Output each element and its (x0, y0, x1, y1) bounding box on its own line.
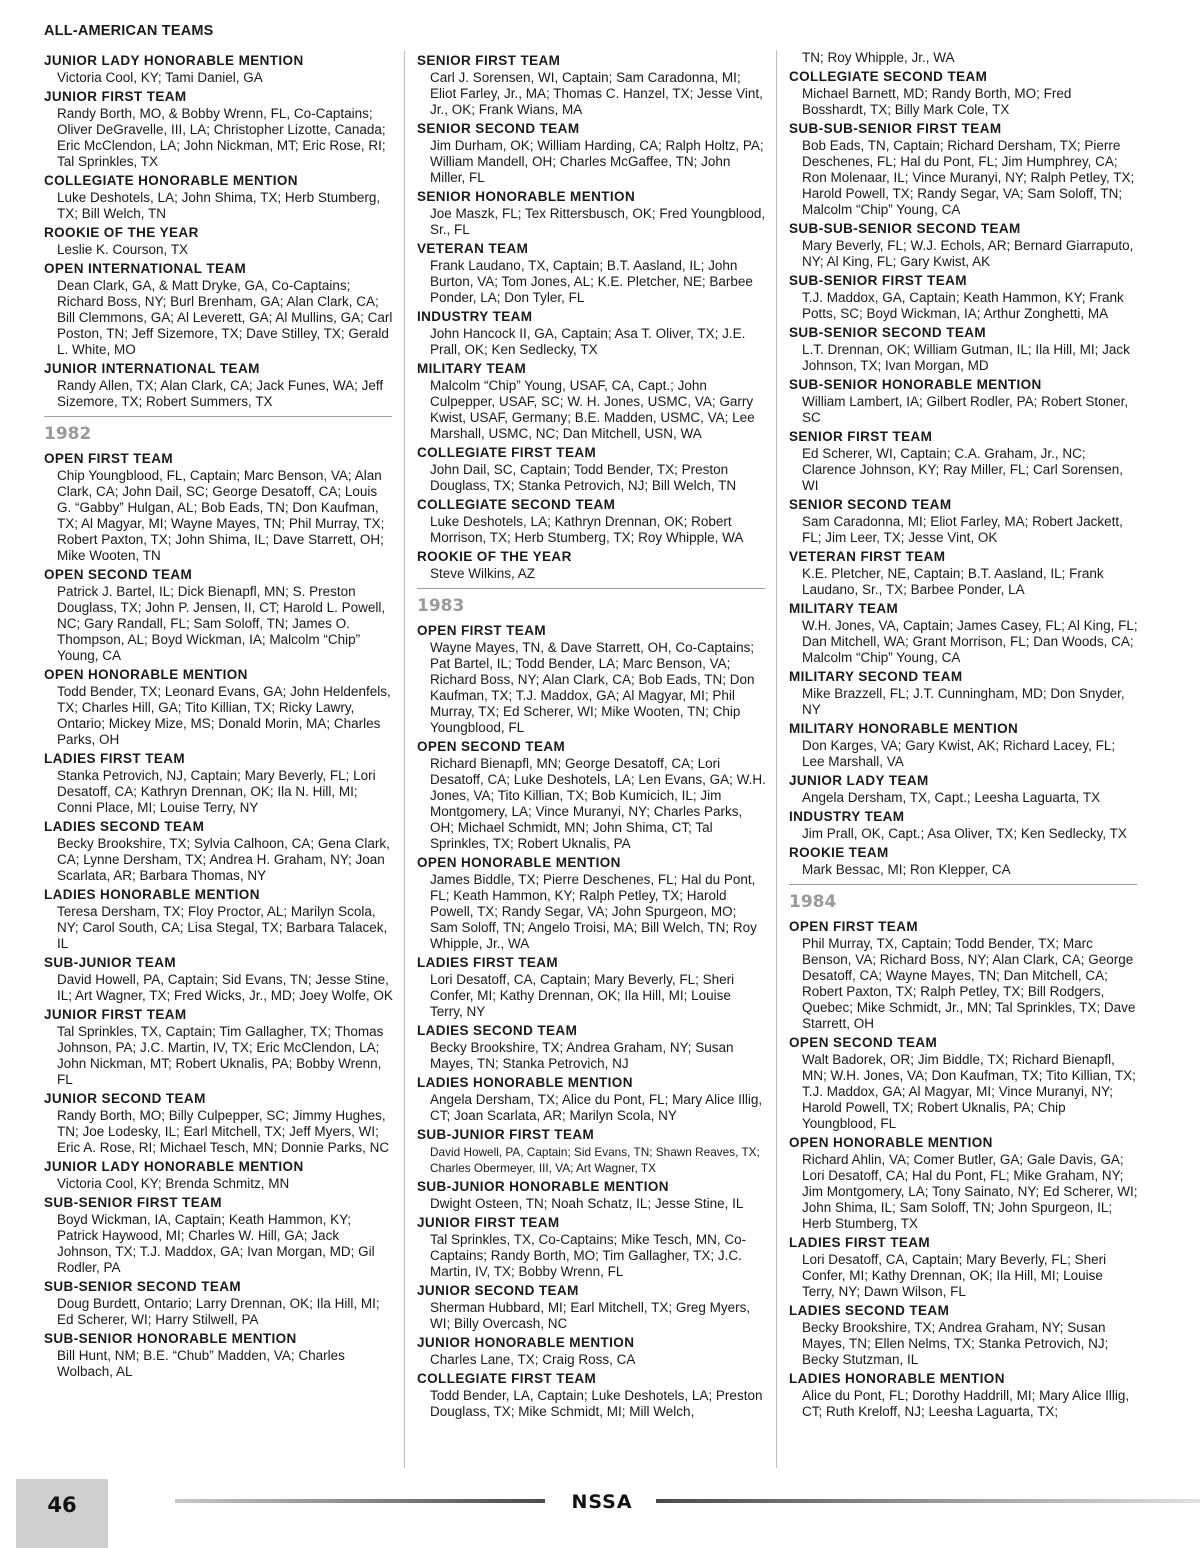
team-section (789, 809, 1139, 842)
section-title: JUNIOR LADY HONORABLE MENTION (44, 1159, 304, 1174)
team-section (789, 919, 1139, 1032)
section-title: OPEN HONORABLE MENTION (789, 1135, 993, 1150)
team-section (44, 887, 394, 952)
section-title: SENIOR SECOND TEAM (789, 497, 952, 512)
team-section (44, 567, 394, 664)
section-title: OPEN INTERNATIONAL TEAM (44, 261, 247, 276)
section-title: COLLEGIATE FIRST TEAM (417, 1371, 597, 1386)
section-members: Becky Brookshire, TX; Andrea Graham, NY; Susan Mayes, TN; Ellen Nelms, TX; Stanka Petrovich, NJ; Becky Stutzman, IL (802, 1320, 1109, 1367)
section-title: SUB-SENIOR SECOND TEAM (789, 325, 987, 340)
section-members: T.J. Maddox, GA, Captain; Keath Hammon, KY; Frank Potts, SC; Boyd Wickman, IA; Arthur Zonghetti, MA (802, 290, 1124, 321)
section-members: Michael Barnett, MD; Randy Borth, MO; Fred Bosshardt, TX; Billy Mark Cole, TX (802, 86, 1072, 117)
team-section (789, 429, 1139, 494)
section-members: Mike Brazzell, FL; J.T. Cunningham, MD; Don Snyder, NY (802, 686, 1125, 717)
section-members: Alice du Pont, FL; Dorothy Haddrill, MI; Mary Alice Illig, CT; Ruth Kreloff, NJ; Leesha Laguarta, TX; (802, 1388, 1130, 1419)
team-section (44, 1279, 394, 1328)
section-title: OPEN FIRST TEAM (417, 623, 547, 638)
team-section (789, 221, 1139, 270)
section-members: L.T. Drennan, OK; William Gutman, IL; Ila Hill, MI; Jack Johnson, TX; Ivan Morgan, MD (802, 342, 1130, 373)
section-members: David Howell, PA, Captain; Sid Evans, TN; Shawn Reaves, TX; Charles Obermeyer, III, VA; Art Wagner, TX (430, 1145, 760, 1175)
section-title: COLLEGIATE SECOND TEAM (417, 497, 616, 512)
section-title: JUNIOR FIRST TEAM (44, 1007, 187, 1022)
team-section (417, 1075, 767, 1124)
section-members: Doug Burdett, Ontario; Larry Drennan, OK; Ila Hill, MI; Ed Scherer, WI; Harry Stilwell, PA (57, 1296, 380, 1327)
team-section (789, 69, 1139, 118)
section-members: Luke Deshotels, LA; Kathryn Drennan, OK; Robert Morrison, TX; Herb Stumberg, TX; Roy Whipple, WA (430, 514, 744, 545)
team-section (44, 261, 394, 358)
section-title: SUB-SENIOR HONORABLE MENTION (44, 1331, 297, 1346)
section-title: SUB-JUNIOR FIRST TEAM (417, 1127, 595, 1142)
section-members: Lori Desatoff, CA, Captain; Mary Beverly, FL; Sheri Confer, MI; Kathy Drennan, OK; Ila Hill, MI; Louise Terry, NY (430, 972, 735, 1019)
team-section (789, 1235, 1139, 1300)
section-title: SUB-SUB-SENIOR FIRST TEAM (789, 121, 1002, 136)
section-members: Dean Clark, GA, & Matt Dryke, GA, Co-Captains; Richard Boss, NY; Burl Brenham, GA; Alan Clark, CA; Bill Clemmons, GA; Al Leverett, GA; Al Mullins, GA; Carl Poston, TN; Jeff Sizemore, TX; Dave Stilley, TX; Gerald L. White, MO (57, 278, 393, 357)
column-1 (44, 50, 394, 1382)
section-title: ROOKIE OF THE YEAR (417, 549, 572, 564)
year-rule (44, 416, 392, 417)
section-members: TN; Roy Whipple, Jr., WA (802, 50, 955, 65)
column-2 (417, 50, 767, 1422)
section-title: SUB-SENIOR FIRST TEAM (44, 1195, 222, 1210)
section-members: Randy Allen, TX; Alan Clark, CA; Jack Funes, WA; Jeff Sizemore, TX; Robert Summers, TX (57, 378, 384, 409)
team-section (44, 225, 394, 258)
section-title: LADIES SECOND TEAM (789, 1303, 950, 1318)
section-title: JUNIOR SECOND TEAM (417, 1283, 579, 1298)
section-title: COLLEGIATE HONORABLE MENTION (44, 173, 298, 188)
section-title: OPEN FIRST TEAM (789, 919, 919, 934)
section-title: ROOKIE OF THE YEAR (44, 225, 199, 240)
team-section (44, 1195, 394, 1276)
page-number: 46 (47, 1493, 77, 1517)
section-members: Boyd Wickman, IA, Captain; Keath Hammon, KY; Patrick Haywood, MI; Charles W. Hill, GA; Jack Johnson, TX; T.J. Maddox, GA; Ivan Morgan, MD; Gil Rodler, PA (57, 1212, 375, 1275)
footer-rule-left (175, 1499, 545, 1503)
team-section (417, 549, 767, 582)
section-title: OPEN SECOND TEAM (44, 567, 193, 582)
section-title: JUNIOR HONORABLE MENTION (417, 1335, 635, 1350)
section-members: Patrick J. Bartel, IL; Dick Bienapfl, MN; S. Preston Douglass, TX; John P. Jensen, II, CT; Harold L. Powell, NC; Gary Randall, FL; Sam Soloff, TN; James O. Thompson, AL; Boyd Wickman, IA; Malcolm “Chip” Young, CA (57, 584, 386, 663)
section-title: ROOKIE TEAM (789, 845, 889, 860)
team-section (417, 623, 767, 736)
section-title: OPEN FIRST TEAM (44, 451, 174, 466)
section-members: Stanka Petrovich, NJ, Captain; Mary Beverly, FL; Lori Desatoff, CA; Kathryn Drennan, OK; Ila N. Hill, MI; Conni Place, MI; Louise Terry, NY (57, 768, 376, 815)
section-title: SENIOR FIRST TEAM (417, 53, 561, 68)
section-members: Randy Borth, MO; Billy Culpepper, SC; Jimmy Hughes, TN; Joe Lodesky, IL; Earl Mitchell, TX; Jeff Myers, WI; Eric A. Rose, RI; Michael Tesch, MN; Donnie Parks, NC (57, 1108, 390, 1155)
section-title: SUB-JUNIOR HONORABLE MENTION (417, 1179, 669, 1194)
page-heading-wrap (44, 22, 214, 43)
team-section (789, 1135, 1139, 1232)
section-title: OPEN SECOND TEAM (417, 739, 566, 754)
team-section (789, 845, 1139, 878)
section-title: VETERAN FIRST TEAM (789, 549, 946, 564)
section-title: SENIOR HONORABLE MENTION (417, 189, 636, 204)
team-section (789, 669, 1139, 718)
team-section (44, 1091, 394, 1156)
team-section (44, 173, 394, 222)
team-section (417, 1179, 767, 1212)
section-members: K.E. Pletcher, NE, Captain; B.T. Aasland, IL; Frank Laudano, Sr., TX; Barbee Ponder, LA (802, 566, 1104, 597)
section-members: John Hancock II, GA, Captain; Asa T. Oliver, TX; J.E. Prall, OK; Ken Sedlecky, TX (430, 326, 746, 357)
team-section (789, 377, 1139, 426)
section-title: MILITARY TEAM (789, 601, 899, 616)
section-members: James Biddle, TX; Pierre Deschenes, FL; Hal du Pont, FL; Keath Hammon, KY; Ralph Petley, TX; Harold Powell, TX; Randy Segar, VA; John Spurgeon, MO; Sam Soloff, TN; Angelo Troisi, MA; Bill Welch, TN; Roy Whipple, Jr., WA (430, 872, 757, 951)
section-members: Carl J. Sorensen, WI, Captain; Sam Caradonna, MI; Eliot Farley, Jr., MA; Thomas C. Hanzel, TX; Jesse Vint, Jr., OK; Frank Wians, MA (430, 70, 763, 117)
section-members: Becky Brookshire, TX; Sylvia Calhoon, CA; Gena Clark, CA; Lynne Dersham, TX; Andrea H. Graham, NY; Joan Scarlata, AR; Barbara Thomas, NY (57, 836, 390, 883)
team-section (417, 955, 767, 1020)
section-members: Leslie K. Courson, TX (57, 242, 189, 257)
section-members: Malcolm “Chip” Young, USAF, CA, Capt.; John Culpepper, USAF, SC; W. H. Jones, USMC, VA; Garry Kwist, USAF, Germany; B.E. Madden, USMC, VA; Lee Marshall, USMC, NC; Dan Mitchell, USN, WA (430, 378, 755, 441)
section-members: Don Karges, VA; Gary Kwist, AK; Richard Lacey, FL; Lee Marshall, VA (802, 738, 1116, 769)
section-members: Tal Sprinkles, TX, Captain; Tim Gallagher, TX; Thomas Johnson, PA; J.C. Martin, IV, TX; Eric McClendon, LA; John Nickman, MT; Robert Uknalis, PA; Bobby Wrenn, FL (57, 1024, 384, 1087)
section-members: Richard Bienapfl, MN; George Desatoff, CA; Lori Desatoff, CA; Luke Deshotels, LA; Len Evans, GA; W.H. Jones, VA; Tito Killian, TX; Bob Kumicich, IL; Jim Montgomery, LA; Vince Muranyi, NY; Charles Parks, OH; Michael Schmidt, MN; John Shima, CT; Tal Sprinkles, TX; Robert Uknalis, PA (430, 756, 766, 851)
section-title: COLLEGIATE FIRST TEAM (417, 445, 597, 460)
section-members: W.H. Jones, VA, Captain; James Casey, FL; Al King, FL; Dan Mitchell, WA; Grant Morrison, FL; Dan Woods, CA; Malcolm “Chip” Young, CA (802, 618, 1138, 665)
team-section (789, 1035, 1139, 1132)
section-members: Dwight Osteen, TN; Noah Schatz, IL; Jesse Stine, IL (430, 1196, 744, 1211)
section-title: MILITARY SECOND TEAM (789, 669, 963, 684)
year-label: 1983 (417, 596, 465, 616)
team-section (44, 667, 394, 748)
team-section (417, 497, 767, 546)
team-section (417, 309, 767, 358)
section-title: SENIOR SECOND TEAM (417, 121, 580, 136)
team-section (44, 1331, 394, 1380)
section-members: Victoria Cool, KY; Tami Daniel, GA (57, 70, 263, 85)
year-label: 1984 (789, 892, 837, 912)
year-divider (789, 884, 1139, 913)
team-section (417, 1371, 767, 1420)
section-title: OPEN SECOND TEAM (789, 1035, 938, 1050)
section-title: INDUSTRY TEAM (417, 309, 533, 324)
section-members: Richard Ahlin, VA; Comer Butler, GA; Gale Davis, GA; Lori Desatoff, CA; Hal du Pont, FL; Mike Graham, NY; Jim Montgomery, LA; Tony Sainato, NY; Ed Scherer, WI; John Shima, IL; Sam Soloff, TN; John Spurgeon, IL; Herb Stumberg, TX (802, 1152, 1138, 1231)
section-title: SUB-SENIOR FIRST TEAM (789, 273, 967, 288)
section-members: William Lambert, IA; Gilbert Rodler, PA; Robert Stoner, SC (802, 394, 1129, 425)
team-section (789, 721, 1139, 770)
section-members: Mark Bessac, MI; Ron Klepper, CA (802, 862, 1011, 877)
year-label: 1982 (44, 424, 92, 444)
team-section (417, 1023, 767, 1072)
section-title: SENIOR FIRST TEAM (789, 429, 933, 444)
page-heading: ALL-AMERICAN TEAMS (44, 23, 214, 39)
team-section (789, 325, 1139, 374)
section-members: Bob Eads, TN, Captain; Richard Dersham, TX; Pierre Deschenes, FL; Hal du Pont, FL; Jim Humphrey, CA; Ron Molenaar, IL; Vince Muranyi, NY; Ralph Petley, TX; Harold Powell, TX; Randy Segar, VA; Sam Soloff, TN; Malcolm “Chip” Young, CA (802, 138, 1135, 217)
section-members: John Dail, SC, Captain; Todd Bender, TX; Preston Douglass, TX; Stanka Petrovich, NJ; Bill Welch, TN (430, 462, 737, 493)
section-members: Jim Durham, OK; William Harding, CA; Ralph Holtz, PA; William Mandell, OH; Charles McGaffee, TN; John Miller, FL (430, 138, 764, 185)
section-members: Charles Lane, TX; Craig Ross, CA (430, 1352, 636, 1367)
section-members: Sherman Hubbard, MI; Earl Mitchell, TX; Greg Myers, WI; Billy Overcash, NC (430, 1300, 751, 1331)
org-name: NSSA (571, 1491, 633, 1513)
team-section (789, 273, 1139, 322)
section-members: Lori Desatoff, CA, Captain; Mary Beverly, FL; Sheri Confer, MI; Kathy Drennan, OK; Ila Hill, MI; Louise Terry, NY; Dawn Wilson, FL (802, 1252, 1107, 1299)
team-section (789, 773, 1139, 806)
section-members: Becky Brookshire, TX; Andrea Graham, NY; Susan Mayes, TN; Stanka Petrovich, NJ (430, 1040, 734, 1071)
team-section (417, 121, 767, 186)
team-section (417, 361, 767, 442)
section-title: MILITARY TEAM (417, 361, 527, 376)
section-members: Luke Deshotels, LA; John Shima, TX; Herb Stumberg, TX; Bill Welch, TN (57, 190, 381, 221)
section-title: LADIES FIRST TEAM (417, 955, 559, 970)
column-3 (789, 50, 1139, 1422)
section-title: VETERAN TEAM (417, 241, 529, 256)
section-members: Walt Badorek, OR; Jim Biddle, TX; Richard Bienapfl, MN; W.H. Jones, VA; Don Kaufman, TX; Tito Killian, TX; T.J. Maddox, GA; Al Magyar, MI; Vince Muranyi, NY; Harold Powell, TX; Robert Uknalis, PA; Chip Youngblood, FL (802, 1052, 1136, 1131)
team-section (417, 1335, 767, 1368)
team-section (789, 121, 1139, 218)
team-section (44, 819, 394, 884)
section-title: SUB-SUB-SENIOR SECOND TEAM (789, 221, 1021, 236)
team-section (417, 241, 767, 306)
section-title: LADIES HONORABLE MENTION (417, 1075, 633, 1090)
section-members: Frank Laudano, TX, Captain; B.T. Aasland, IL; John Burton, VA; Tom Jones, AL; K.E. Pletcher, NE; Barbee Ponder, LA; Don Tyler, FL (430, 258, 753, 305)
section-title: JUNIOR LADY HONORABLE MENTION (44, 53, 304, 68)
section-members: Todd Bender, TX; Leonard Evans, GA; John Heldenfels, TX; Charles Hill, GA; Tito Killian, TX; Ricky Lawry, Ontario; Mickey Mize, MS; Donald Morin, MA; Charles Parks, OH (57, 684, 391, 747)
team-section (417, 739, 767, 852)
section-members: Jim Prall, OK, Capt.; Asa Oliver, TX; Ken Sedlecky, TX (802, 826, 1127, 841)
section-title: JUNIOR INTERNATIONAL TEAM (44, 361, 260, 376)
section-members: Angela Dersham, TX, Capt.; Leesha Laguarta, TX (802, 790, 1101, 805)
team-section (417, 445, 767, 494)
section-members: Tal Sprinkles, TX, Co-Captains; Mike Tesch, MN, Co-Captains; Randy Borth, MO; Tim Gallagher, TX; J.C. Martin, IV, TX; Bobby Wrenn, FL (430, 1232, 747, 1279)
column-divider (776, 50, 777, 1468)
year-divider (417, 588, 767, 617)
section-continuation (789, 50, 1139, 66)
section-members: Joe Maszk, FL; Tex Rittersbusch, OK; Fred Youngblood, Sr., FL (430, 206, 766, 237)
year-divider (44, 416, 394, 445)
section-members: Steve Wilkins, AZ (430, 566, 536, 581)
team-section (417, 1283, 767, 1332)
section-title: LADIES SECOND TEAM (417, 1023, 578, 1038)
footer-rule-right (656, 1499, 1200, 1503)
section-members: Wayne Mayes, TN, & Dave Starrett, OH, Co-Captains; Pat Bartel, IL; Todd Bender, LA; Marc Benson, VA; Richard Boss, NY; Alan Clark, CA; Bob Eads, TN; Don Kaufman, TX; T.J. Maddox, GA; Al Magyar, MI; Phil Murray, TX; Ed Scherer, WI; Mike Wooten, TN; Chip Youngblood, FL (430, 640, 755, 735)
section-members: Victoria Cool, KY; Brenda Schmitz, MN (57, 1176, 290, 1191)
section-title: OPEN HONORABLE MENTION (417, 855, 621, 870)
section-title: LADIES SECOND TEAM (44, 819, 205, 834)
year-rule (417, 588, 765, 589)
section-title: SUB-SENIOR SECOND TEAM (44, 1279, 242, 1294)
section-members: Randy Borth, MO, & Bobby Wrenn, FL, Co-Captains; Oliver DeGravelle, III, LA; Christopher Lizotte, Canada; Eric McClendon, LA; John Nickman, MT; Eric Rose, RI; Tal Sprinkles, TX (57, 106, 386, 169)
team-section (789, 601, 1139, 666)
section-members: Teresa Dersham, TX; Floy Proctor, AL; Marilyn Scola, NY; Carol South, CA; Lisa Stegal, TX; Barbara Talacek, IL (57, 904, 388, 951)
section-title: JUNIOR FIRST TEAM (44, 89, 187, 104)
team-section (44, 89, 394, 170)
team-section (417, 1127, 767, 1176)
section-title: JUNIOR FIRST TEAM (417, 1215, 560, 1230)
section-members: Chip Youngblood, FL, Captain; Marc Benson, VA; Alan Clark, CA; John Dail, SC; George Desatoff, CA; Louis G. “Gabby” Hulgan, AL; Bob Eads, TN; Don Kaufman, TX; Al Magyar, MI; Wayne Mayes, TN; Phil Murray, TX; Robert Paxton, TX; John Shima, IL; Dave Starrett, OH; Mike Wooten, TN (57, 468, 385, 563)
section-members: Phil Murray, TX, Captain; Todd Bender, TX; Marc Benson, VA; Richard Boss, NY; Alan Clark, CA; George Desatoff, CA; Wayne Mayes, TN; Dan Mitchell, CA; Robert Paxton, TX; Ralph Petley, TX; Bill Rodgers, Quebec; Mike Schmidt, Jr., MN; Tal Sprinkles, TX; Dave Starrett, OH (802, 936, 1136, 1031)
section-title: LADIES FIRST TEAM (789, 1235, 931, 1250)
section-members: Angela Dersham, TX; Alice du Pont, FL; Mary Alice Illig, CT; Joan Scarlata, AR; Marilyn Scola, NY (430, 1092, 763, 1123)
team-section (44, 1007, 394, 1088)
section-title: COLLEGIATE SECOND TEAM (789, 69, 988, 84)
column-divider (404, 50, 405, 1468)
team-section (789, 497, 1139, 546)
team-section (44, 751, 394, 816)
section-title: LADIES FIRST TEAM (44, 751, 186, 766)
year-rule (789, 884, 1137, 885)
section-title: JUNIOR SECOND TEAM (44, 1091, 206, 1106)
section-members: Ed Scherer, WI, Captain; C.A. Graham, Jr., NC; Clarence Johnson, KY; Ray Miller, FL; Carl Sorensen, WI (802, 446, 1124, 493)
team-section (789, 1371, 1139, 1420)
team-section (417, 53, 767, 118)
team-section (44, 955, 394, 1004)
team-section (417, 1215, 767, 1280)
team-section (44, 361, 394, 410)
team-section (44, 451, 394, 564)
section-members: Mary Beverly, FL; W.J. Echols, AR; Bernard Giarraputo, NY; Al King, FL; Gary Kwist, AK (802, 238, 1134, 269)
team-section (789, 549, 1139, 598)
team-section (417, 189, 767, 238)
section-title: LADIES HONORABLE MENTION (789, 1371, 1005, 1386)
section-title: SUB-SENIOR HONORABLE MENTION (789, 377, 1042, 392)
section-members: David Howell, PA, Captain; Sid Evans, TN; Jesse Stine, IL; Art Wagner, TX; Fred Wicks, Jr., MD; Joey Wolfe, OK (57, 972, 393, 1003)
section-title: SUB-JUNIOR TEAM (44, 955, 177, 970)
section-title: MILITARY HONORABLE MENTION (789, 721, 1019, 736)
section-members: Bill Hunt, NM; B.E. “Chub” Madden, VA; Charles Wolbach, AL (57, 1348, 345, 1379)
team-section (417, 855, 767, 952)
section-members: Sam Caradonna, MI; Eliot Farley, MA; Robert Jackett, FL; Jim Leer, TX; Jesse Vint, OK (802, 514, 1123, 545)
section-title: INDUSTRY TEAM (789, 809, 905, 824)
page-footer (0, 1479, 1200, 1548)
team-section (44, 53, 394, 86)
section-members: Todd Bender, LA, Captain; Luke Deshotels, LA; Preston Douglass, TX; Mike Schmidt, MI; Mill Welch, (430, 1388, 763, 1419)
section-title: LADIES HONORABLE MENTION (44, 887, 260, 902)
team-section (44, 1159, 394, 1192)
team-section (789, 1303, 1139, 1368)
section-title: OPEN HONORABLE MENTION (44, 667, 248, 682)
section-title: JUNIOR LADY TEAM (789, 773, 929, 788)
